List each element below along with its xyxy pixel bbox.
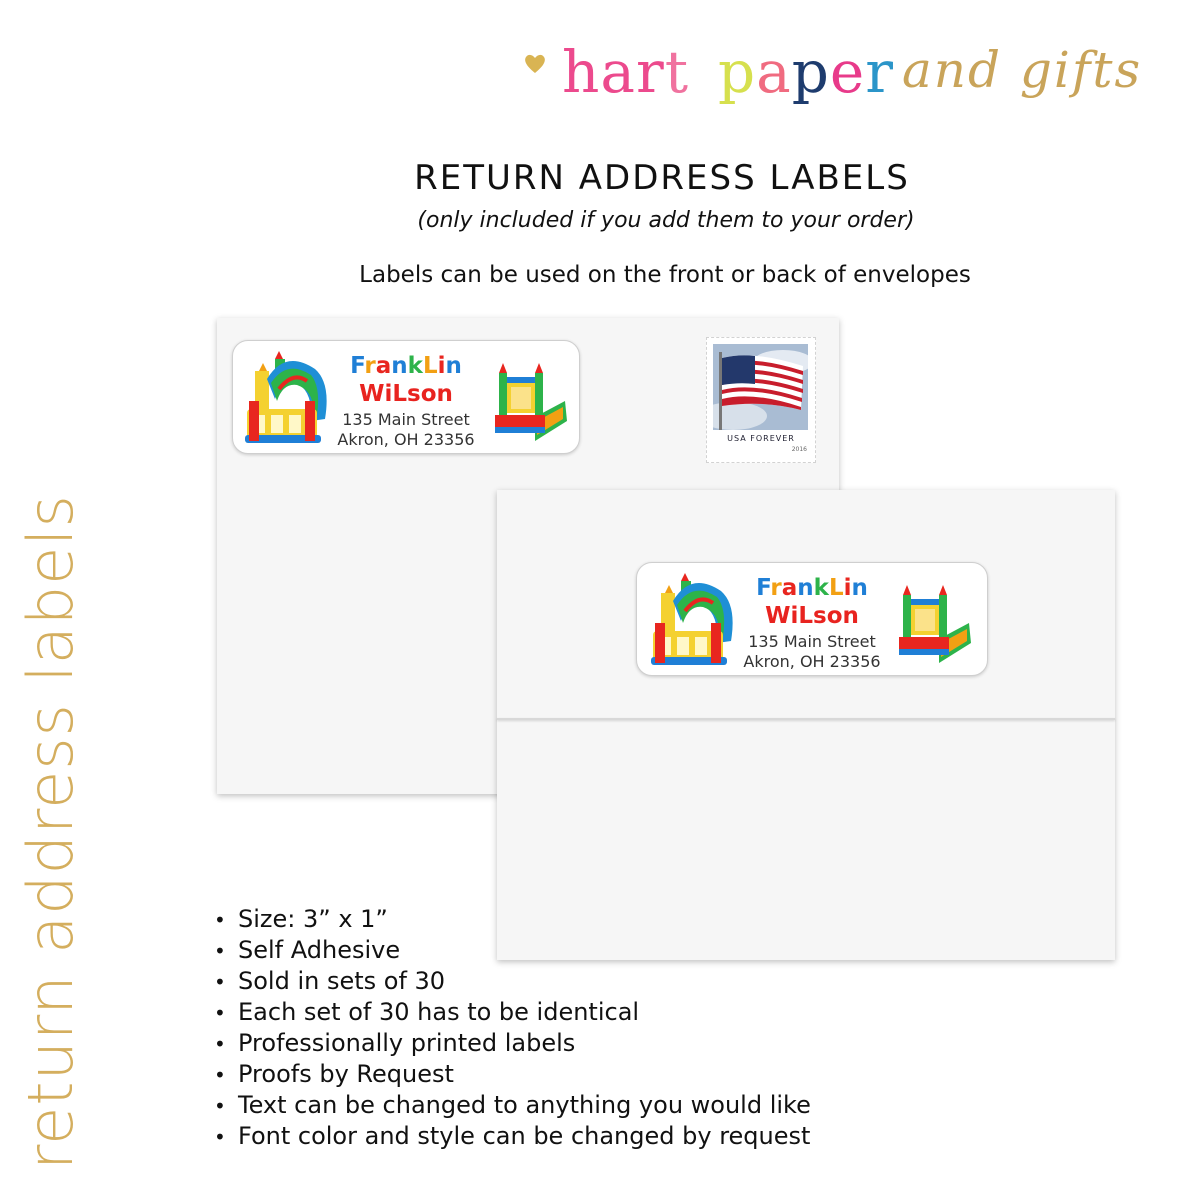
- feature-text: Professionally printed labels: [238, 1029, 576, 1057]
- feature-text: Each set of 30 has to be identical: [238, 998, 640, 1026]
- label-street: 135 Main Street: [342, 410, 470, 429]
- first-name-letter: n: [445, 353, 462, 379]
- label-last-name: WiLson: [359, 381, 453, 407]
- first-name-letter: a: [781, 575, 798, 601]
- first-name-letter: i: [437, 353, 446, 379]
- first-name-letter: n: [851, 575, 868, 601]
- us-flag-icon: [713, 344, 808, 430]
- bounce-castle-icon: [899, 583, 971, 667]
- brand-letter: e: [829, 38, 866, 106]
- brand-letter: a: [600, 38, 636, 106]
- first-name-letter: L: [828, 575, 844, 601]
- brand-letter: r: [635, 38, 665, 106]
- first-name-letter: F: [756, 575, 771, 601]
- brand-word-hart: [562, 40, 689, 104]
- bullet-icon: •: [214, 939, 226, 963]
- bullet-icon: •: [214, 970, 226, 994]
- first-name-letter: k: [813, 575, 829, 601]
- first-name-letter: r: [364, 353, 376, 379]
- bullet-icon: •: [214, 1001, 226, 1025]
- feature-text: Self Adhesive: [238, 936, 401, 964]
- address-label: [232, 340, 580, 454]
- heart-icon: [522, 50, 548, 76]
- brand-letter: r: [865, 38, 894, 106]
- feature-text: Size: 3” x 1”: [238, 905, 388, 933]
- brand-script-text: and gifts: [902, 41, 1143, 99]
- page-title: RETURN ADDRESS LABELS: [414, 158, 910, 198]
- bullet-icon: •: [214, 1063, 226, 1087]
- label-street: 135 Main Street: [748, 632, 876, 651]
- feature-text: Proofs by Request: [238, 1060, 454, 1088]
- feature-list: [214, 904, 811, 1152]
- feature-item: [214, 966, 811, 997]
- first-name-letter: F: [350, 353, 365, 379]
- first-name-letter: L: [422, 353, 438, 379]
- address-label: [636, 562, 988, 676]
- feature-item: [214, 1090, 811, 1121]
- brand-letter: a: [756, 38, 792, 106]
- bullet-icon: •: [214, 1125, 226, 1149]
- feature-text: Text can be changed to anything you would like: [238, 1091, 811, 1119]
- brand-logo: [518, 26, 1178, 106]
- bounce-castle-icon: [495, 361, 567, 445]
- bullet-icon: •: [214, 908, 226, 932]
- feature-item: [214, 935, 811, 966]
- side-caption: return address labels: [14, 494, 87, 1170]
- brand-word-paper: [718, 40, 894, 104]
- brand-letter: p: [791, 38, 830, 106]
- feature-item: [214, 904, 811, 935]
- first-name-letter: r: [770, 575, 782, 601]
- page-subtitle: (only included if you add them to your order): [417, 208, 915, 233]
- brand-letter: h: [562, 38, 601, 106]
- postage-stamp: [706, 337, 816, 463]
- feature-item: [214, 997, 811, 1028]
- first-name-letter: n: [391, 353, 408, 379]
- usage-note: Labels can be used on the front or back of envelopes: [359, 262, 971, 288]
- feature-item: [214, 1028, 811, 1059]
- feature-item: [214, 1059, 811, 1090]
- label-last-name: WiLson: [765, 603, 859, 629]
- first-name-letter: k: [407, 353, 423, 379]
- label-city-line: Akron, OH 23356: [337, 430, 475, 449]
- bullet-icon: •: [214, 1094, 226, 1118]
- first-name-letter: a: [375, 353, 392, 379]
- stamp-text: USA FOREVER: [727, 434, 795, 443]
- brand-letter: p: [718, 38, 757, 106]
- feature-item: [214, 1121, 811, 1152]
- first-name-letter: i: [843, 575, 852, 601]
- envelope-front: [497, 490, 1115, 960]
- bullet-icon: •: [214, 1032, 226, 1056]
- feature-text: Sold in sets of 30: [238, 967, 446, 995]
- stamp-year: 2016: [791, 446, 807, 453]
- brand-letter: t: [664, 38, 689, 106]
- first-name-letter: n: [797, 575, 814, 601]
- label-city-line: Akron, OH 23356: [743, 652, 881, 671]
- envelope-flap-line: [497, 718, 1115, 720]
- flag-stamp-image: [713, 344, 808, 430]
- feature-text: Font color and style can be changed by request: [238, 1122, 811, 1150]
